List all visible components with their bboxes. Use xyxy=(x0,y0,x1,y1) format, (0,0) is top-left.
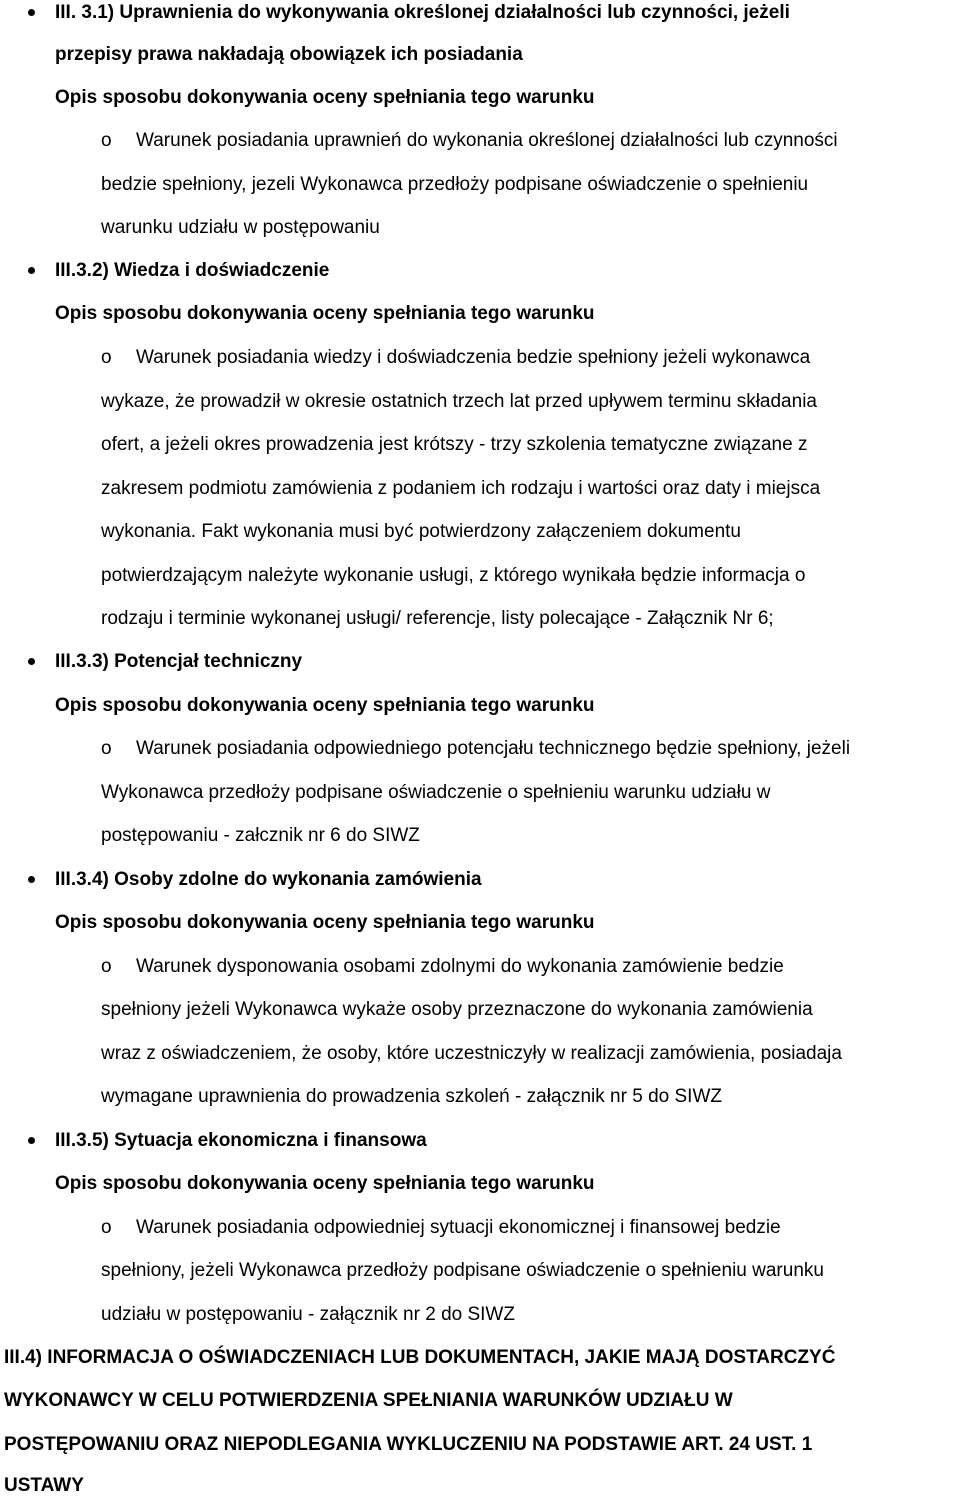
body-text: warunku udziału w postępowaniu xyxy=(101,217,380,238)
bullet-icon xyxy=(28,876,35,883)
list-marker: o xyxy=(101,130,112,151)
body-text: Warunek posiadania odpowiedniej sytuacji ekonomicznej i finansowej bedzie xyxy=(136,1217,781,1238)
body-text: wraz z oświadczeniem, że osoby, które uczestniczyły w realizacji zamówienia, posiadaja xyxy=(101,1043,842,1064)
body-text: Warunek dysponowania osobami zdolnymi do wykonania zamówienie bedzie xyxy=(136,956,784,977)
final-heading: POSTĘPOWANIU ORAZ NIEPODLEGANIA WYKLUCZENIU NA PODSTAWIE ART. 24 UST. 1 xyxy=(4,1434,813,1455)
section-subheading: Opis sposobu dokonywania oceny spełniania tego warunku xyxy=(55,303,595,324)
final-heading: III.4) INFORMACJA O OŚWIADCZENIACH LUB DOKUMENTACH, JAKIE MAJĄ DOSTARCZYĆ xyxy=(4,1347,836,1368)
final-heading: WYKONAWCY W CELU POTWIERDZENIA SPEŁNIANIA WARUNKÓW UDZIAŁU W xyxy=(4,1390,733,1411)
bullet-icon xyxy=(28,1137,35,1144)
body-text: Warunek posiadania uprawnień do wykonania określonej działalności lub czynności xyxy=(136,130,838,151)
section-heading-prefix: III.3. xyxy=(55,260,92,281)
section-heading: III.3.3) Potencjał techniczny xyxy=(55,651,303,672)
section-heading: III.3.4) Osoby zdolne do wykonania zamówienia xyxy=(55,869,482,890)
section-subheading: Opis sposobu dokonywania oceny spełniania tego warunku xyxy=(55,87,595,108)
section-heading-rest: 2) Wiedza i doświadczenie xyxy=(91,260,330,281)
section-heading: przepisy prawa nakładają obowiązek ich posiadania xyxy=(55,44,523,65)
bullet-icon xyxy=(28,658,35,665)
list-marker: o xyxy=(101,347,112,368)
body-text: bedzie spełniony, jezeli Wykonawca przedłoży podpisane oświadczenie o spełnieniu xyxy=(101,174,809,195)
body-text: wymagane uprawnienia do prowadzenia szkoleń - załącznik nr 5 do SIWZ xyxy=(101,1086,722,1107)
body-text: zakresem podmiotu zamówienia z podaniem ich rodzaju i wartości oraz daty i miejsca xyxy=(101,478,821,499)
bullet-icon xyxy=(28,267,35,274)
section-heading: III. 3.1) Uprawnienia do wykonywania określonej działalności lub czynności, jeżeli xyxy=(55,2,790,23)
section-subheading: Opis sposobu dokonywania oceny spełniania tego warunku xyxy=(55,912,595,933)
section-subheading: Opis sposobu dokonywania oceny spełniania tego warunku xyxy=(55,695,595,716)
final-heading: USTAWY xyxy=(4,1475,84,1496)
body-text: postępowaniu - załcznik nr 6 do SIWZ xyxy=(101,825,420,846)
section-heading: III.3.5) Sytuacja ekonomiczna i finansowa xyxy=(55,1130,427,1151)
list-marker: o xyxy=(101,738,112,759)
section-subheading: Opis sposobu dokonywania oceny spełniania tego warunku xyxy=(55,1173,595,1194)
section-heading xyxy=(55,259,329,283)
body-text: udziału w postępowaniu - załącznik nr 2 do SIWZ xyxy=(101,1304,515,1325)
body-text: Warunek posiadania wiedzy i doświadczenia bedzie spełniony jeżeli wykonawca xyxy=(136,347,811,368)
body-text: rodzaju i terminie wykonanej usługi/ referencje, listy polecające - Załącznik Nr 6; xyxy=(101,608,774,629)
body-text: Warunek posiadania odpowiedniego potencjału technicznego będzie spełniony, jeżeli xyxy=(136,738,851,759)
body-text: spełniony jeżeli Wykonawca wykaże osoby przeznaczone do wykonania zamówienia xyxy=(101,999,813,1020)
body-text: potwierdzającym należyte wykonanie usługi, z którego wynikała będzie informacja o xyxy=(101,565,806,586)
body-text: Wykonawca przedłoży podpisane oświadczenie o spełnieniu warunku udziału w xyxy=(101,782,771,803)
body-text: wykonania. Fakt wykonania musi być potwierdzony załączeniem dokumentu xyxy=(101,521,741,542)
list-marker: o xyxy=(101,956,112,977)
body-text: ofert, a jeżeli okres prowadzenia jest krótszy - trzy szkolenia tematyczne związane z xyxy=(101,434,808,455)
body-text: wykaze, że prowadził w okresie ostatnich trzech lat przed upływem terminu składania xyxy=(101,391,817,412)
list-marker: o xyxy=(101,1217,112,1238)
body-text: spełniony, jeżeli Wykonawca przedłoży podpisane oświadczenie o spełnieniu warunku xyxy=(101,1260,824,1281)
bullet-icon xyxy=(28,9,35,16)
